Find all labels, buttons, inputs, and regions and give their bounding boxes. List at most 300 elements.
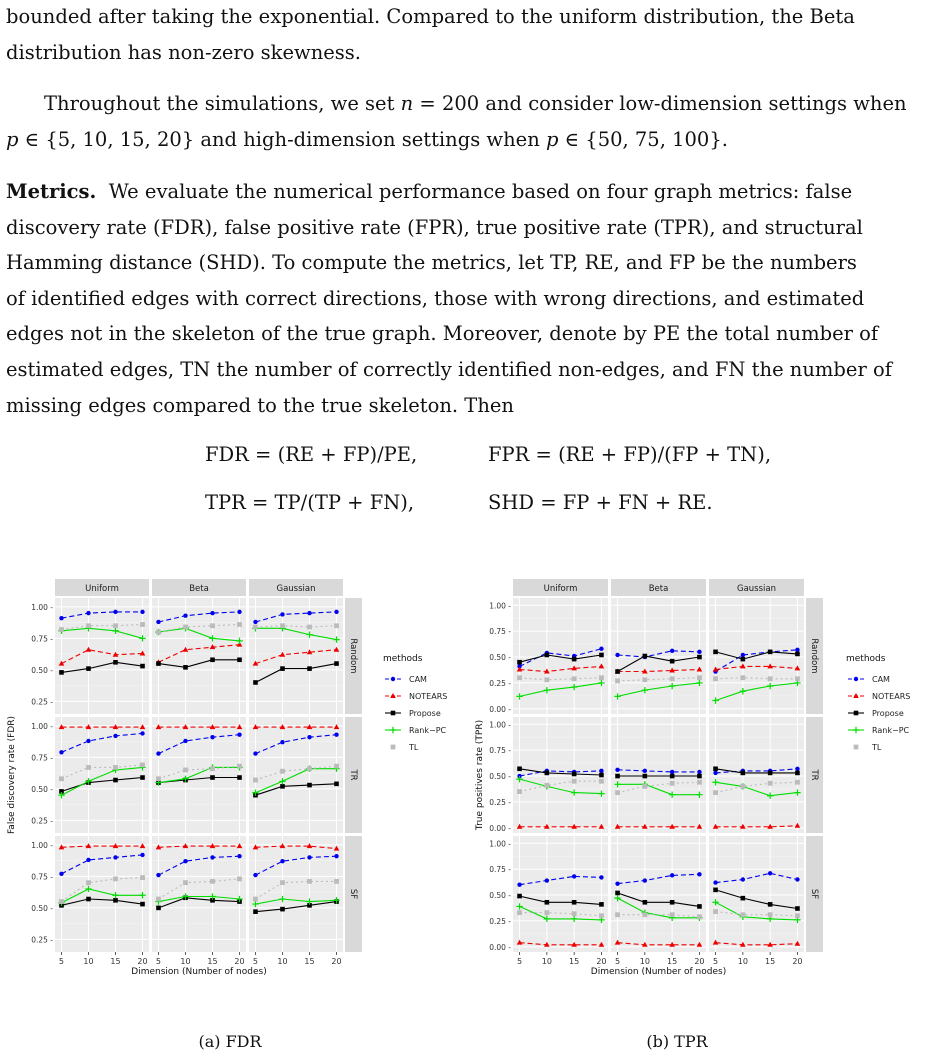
point-rank-pc	[390, 727, 396, 733]
point-propose	[113, 898, 118, 903]
point-tl	[210, 623, 215, 628]
point-cam	[615, 768, 619, 772]
point-tl	[334, 623, 339, 628]
text-line	[6, 174, 928, 210]
point-cam	[113, 610, 117, 614]
text-line: Hamming distance (SHD). To compute the metrics, let TP, RE, and FP be the numbers	[6, 251, 857, 275]
facet-label: Gaussian	[737, 584, 776, 594]
point-cam	[670, 873, 674, 877]
panel	[152, 598, 246, 714]
point-propose	[670, 774, 675, 779]
point-propose	[768, 902, 773, 907]
y-tick-label: 0.25 -	[489, 797, 511, 807]
point-tl	[697, 914, 702, 919]
point-tl	[615, 790, 620, 795]
point-tl	[670, 676, 675, 681]
legend-label: TL	[409, 743, 419, 752]
point-propose	[741, 896, 746, 901]
panel-bg	[709, 717, 804, 833]
point-tl	[642, 784, 647, 789]
panel-bg	[55, 598, 149, 714]
point-propose	[768, 650, 773, 655]
equation-fdr: FDR = (RE + FP)/PE,	[205, 443, 418, 466]
legend-title: methods	[383, 654, 423, 664]
legend-label: NOTEARS	[872, 692, 911, 701]
y-tick-label: 0.50 -	[31, 903, 53, 913]
point-propose	[156, 661, 161, 666]
y-tick-label: 0.25 -	[489, 678, 511, 688]
panel	[152, 717, 246, 833]
panel	[709, 836, 804, 952]
point-propose	[599, 653, 604, 658]
facet-label: Random	[348, 638, 358, 674]
point-tl	[713, 909, 718, 914]
text-line: edges not in the skeleton of the true graph. Moreover, denote by PE the total number of	[6, 322, 879, 346]
y-tick-label: 0.75 -	[489, 746, 511, 756]
point-cam	[253, 751, 257, 755]
point-tl	[670, 781, 675, 786]
y-tick-label: 0.75 -	[31, 753, 53, 763]
point-propose	[140, 775, 145, 780]
point-tl	[59, 899, 64, 904]
point-propose	[670, 900, 675, 905]
fdr-chart	[0, 562, 468, 1002]
y-tick-label: 0.25 -	[31, 816, 53, 826]
point-tl	[307, 879, 312, 884]
point-propose	[795, 906, 800, 911]
legend-label: CAM	[409, 675, 427, 684]
y-tick-label: 0.00 -	[489, 823, 511, 833]
text-line	[6, 86, 928, 122]
text-line: of identified edges with correct directions, those with wrong directions, and estimated	[6, 286, 865, 310]
panel	[709, 717, 804, 833]
panel-bg	[709, 836, 804, 952]
point-propose	[741, 657, 746, 662]
math-var: n	[400, 92, 414, 115]
point-cam	[86, 739, 90, 743]
point-cam	[59, 872, 63, 876]
point-cam	[237, 732, 241, 736]
point-propose	[713, 888, 718, 893]
point-tl	[572, 779, 577, 784]
caption-b: (b) TPR	[646, 1032, 708, 1051]
point-tl	[768, 781, 773, 786]
facet-label: SF	[348, 888, 358, 900]
panel-bg	[152, 717, 246, 833]
point-tl	[113, 623, 118, 628]
x-axis-title: Dimension (Number of nodes)	[131, 967, 267, 977]
text-line: distribution has non-zero skewness.	[6, 40, 362, 64]
point-cam	[517, 882, 521, 886]
point-propose	[517, 766, 522, 771]
panel-bg	[249, 836, 343, 952]
point-cam	[237, 854, 241, 858]
y-tick-label: 0.50 -	[31, 784, 53, 794]
point-tl	[280, 880, 285, 885]
point-propose	[713, 766, 718, 771]
y-tick-label: 1.00 -	[489, 839, 511, 849]
point-propose	[572, 657, 577, 662]
point-cam	[156, 873, 160, 877]
point-tl	[156, 897, 161, 902]
legend-label: Propose	[409, 709, 441, 718]
legend-label: NOTEARS	[409, 692, 448, 701]
point-cam	[280, 859, 284, 863]
caption-a: (a) FDR	[198, 1032, 262, 1051]
point-propose	[599, 902, 604, 907]
point-cam	[768, 871, 772, 875]
point-cam	[140, 731, 144, 735]
y-tick-label: 0.25 -	[31, 697, 53, 707]
x-tick-label: 10	[180, 957, 191, 966]
x-tick-label: 10	[737, 957, 748, 966]
panel-bg	[152, 598, 246, 714]
point-tl	[615, 678, 620, 683]
point-cam	[59, 616, 63, 620]
point-propose	[854, 711, 859, 716]
point-propose	[517, 660, 522, 665]
point-cam	[210, 855, 214, 859]
point-propose	[545, 771, 550, 776]
point-propose	[210, 775, 215, 780]
x-tick-label: 15	[110, 957, 121, 966]
point-cam	[615, 881, 619, 885]
x-tick-label: 5	[155, 957, 162, 966]
point-tl	[795, 676, 800, 681]
point-cam	[307, 855, 311, 859]
point-tl	[599, 779, 604, 784]
facet-label: Beta	[189, 584, 209, 594]
legend-label: CAM	[872, 675, 890, 684]
y-tick-label: 0.50 -	[489, 891, 511, 901]
y-tick-label: 0.25 -	[489, 916, 511, 926]
facet-label: TR	[348, 769, 358, 781]
text-line: discovery rate (FDR), false positive rate (FPR), true positive rate (TPR), and structural	[6, 215, 863, 239]
point-tl	[307, 625, 312, 630]
paragraph-2	[6, 86, 928, 157]
panel-bg	[152, 836, 246, 952]
x-tick-label: 20	[331, 957, 342, 966]
equation-fpr: FPR = (RE + FP)/(FP + TN),	[488, 443, 772, 466]
point-tl	[334, 879, 339, 884]
point-propose	[795, 652, 800, 657]
panel	[55, 836, 149, 952]
panel	[513, 717, 608, 833]
point-propose	[795, 771, 800, 776]
point-cam	[713, 880, 717, 884]
x-tick-label: 10	[541, 957, 552, 966]
point-tl	[517, 789, 522, 794]
point-tl	[795, 780, 800, 785]
equation-tpr: TPR = TP/(TP + FN),	[205, 491, 415, 514]
x-tick-label: 15	[667, 957, 678, 966]
y-tick-label: 0.00 -	[489, 704, 511, 714]
x-axis-title: Dimension (Number of nodes)	[590, 967, 727, 977]
legend-label: Propose	[872, 709, 904, 718]
point-propose	[280, 907, 285, 912]
point-tl	[210, 879, 215, 884]
point-tl	[517, 675, 522, 680]
point-cam	[599, 769, 603, 773]
point-propose	[280, 784, 285, 789]
point-tl	[183, 768, 188, 773]
point-cam	[334, 854, 338, 858]
panel	[513, 836, 608, 952]
point-propose	[253, 909, 258, 914]
panel	[249, 598, 343, 714]
point-propose	[643, 900, 648, 905]
point-tl	[113, 765, 118, 770]
panel-bg	[249, 598, 343, 714]
point-cam	[670, 770, 674, 774]
point-propose	[517, 894, 522, 899]
point-cam	[280, 740, 284, 744]
panel-bg	[513, 836, 608, 952]
facet-label: Random	[809, 638, 819, 674]
point-cam	[713, 771, 717, 775]
point-propose	[280, 666, 285, 671]
point-tl	[334, 764, 339, 769]
y-axis-title: False discovery rate (FDR)	[7, 715, 17, 835]
y-axis-title: True positives rate (TPR)	[475, 719, 485, 831]
point-propose	[334, 661, 339, 666]
panel	[611, 836, 706, 952]
point-tl	[156, 630, 161, 635]
point-cam	[253, 620, 257, 624]
point-propose	[334, 782, 339, 787]
facet-label: Uniform	[85, 584, 119, 594]
equation-shd: SHD = FP + FN + RE.	[488, 491, 713, 514]
paragraph-metrics	[6, 174, 928, 423]
panel	[55, 717, 149, 833]
point-tl	[697, 675, 702, 680]
point-tl	[210, 766, 215, 771]
point-tl	[140, 622, 145, 627]
text-run: Throughout the simulations, we set	[44, 92, 401, 115]
point-tl	[768, 676, 773, 681]
y-tick-label: 1.00 -	[31, 721, 53, 731]
x-tick-label: 5	[252, 957, 259, 966]
point-tl	[642, 912, 647, 917]
point-propose	[59, 670, 64, 675]
point-cam	[545, 878, 549, 882]
point-propose	[210, 657, 215, 662]
panel	[513, 598, 608, 714]
point-tl	[854, 745, 859, 750]
point-tl	[237, 876, 242, 881]
point-cam	[643, 769, 647, 773]
x-tick-label: 5	[615, 957, 621, 966]
point-tl	[713, 676, 718, 681]
point-propose	[545, 653, 550, 658]
point-tl	[59, 627, 64, 632]
point-cam	[741, 877, 745, 881]
point-tl	[59, 776, 64, 781]
point-propose	[86, 897, 91, 902]
text-line: missing edges compared to the true skeleton. Then	[6, 393, 514, 417]
point-cam	[697, 770, 701, 774]
panel-bg	[611, 598, 706, 714]
facet-label: Beta	[648, 584, 669, 594]
point-propose	[113, 660, 118, 665]
point-tl	[156, 776, 161, 781]
x-tick-label: 5	[58, 957, 65, 966]
point-cam	[183, 859, 187, 863]
point-tl	[599, 913, 604, 918]
point-propose	[713, 650, 718, 655]
point-cam	[334, 732, 338, 736]
math-var: p	[545, 127, 559, 151]
point-propose	[615, 669, 620, 674]
y-tick-label: 0.25 -	[31, 935, 53, 945]
point-tl	[740, 912, 745, 917]
point-propose	[307, 783, 312, 788]
point-tl	[517, 910, 522, 915]
point-tl	[253, 897, 258, 902]
point-propose	[183, 665, 188, 670]
point-tl	[140, 875, 145, 880]
point-tl	[713, 790, 718, 795]
point-tl	[740, 784, 745, 789]
point-propose	[599, 773, 604, 778]
x-tick-label: 15	[207, 957, 218, 966]
point-propose	[156, 906, 161, 911]
text-line	[6, 122, 928, 158]
point-tl	[697, 780, 702, 785]
y-tick-label: 0.75 -	[31, 634, 53, 644]
point-tl	[599, 675, 604, 680]
point-propose	[237, 657, 242, 662]
y-tick-label: 0.75 -	[31, 872, 53, 882]
point-cam	[572, 874, 576, 878]
y-tick-label: 0.75 -	[489, 627, 511, 637]
text-line: bounded after taking the exponential. Compared to the uniform distribution, the Beta	[6, 5, 855, 28]
point-tl	[86, 880, 91, 885]
x-tick-label: 20	[596, 957, 607, 966]
point-cam	[334, 610, 338, 614]
facet-label: Uniform	[543, 584, 578, 594]
point-tl	[253, 778, 258, 783]
point-rank-pc	[853, 727, 859, 733]
point-cam	[156, 751, 160, 755]
y-tick-label: 1.00 -	[489, 720, 511, 730]
point-tl	[307, 766, 312, 771]
x-tick-label: 15	[765, 957, 776, 966]
x-tick-label: 15	[304, 957, 315, 966]
point-propose	[643, 654, 648, 659]
point-cam	[615, 653, 619, 657]
point-cam	[697, 650, 701, 654]
x-tick-label: 10	[277, 957, 288, 966]
x-tick-label: 10	[639, 957, 650, 966]
point-propose	[140, 664, 145, 669]
y-tick-label: 1.00 -	[31, 840, 53, 850]
point-tl	[86, 623, 91, 628]
point-propose	[391, 711, 396, 716]
point-cam	[113, 855, 117, 859]
point-tl	[768, 912, 773, 917]
point-cam	[140, 853, 144, 857]
point-cam	[795, 877, 799, 881]
x-tick-label: 20	[137, 957, 148, 966]
point-cam	[391, 677, 395, 681]
panel	[55, 598, 149, 714]
y-tick-label: 1.00 -	[489, 601, 511, 611]
figure-fdr	[0, 562, 468, 1002]
point-tl	[183, 625, 188, 630]
point-tl	[795, 913, 800, 918]
y-tick-label: 0.50 -	[489, 772, 511, 782]
point-propose	[572, 900, 577, 905]
point-cam	[253, 873, 257, 877]
tpr-chart	[468, 562, 936, 1002]
legend-label: TL	[872, 743, 882, 752]
figure-tpr	[468, 562, 936, 1002]
point-cam	[59, 750, 63, 754]
point-cam	[795, 767, 799, 771]
point-cam	[697, 872, 701, 876]
point-propose	[615, 891, 620, 896]
x-tick-label: 5	[517, 957, 523, 966]
point-tl	[113, 876, 118, 881]
panel	[611, 598, 706, 714]
point-tl	[253, 625, 258, 630]
point-propose	[615, 774, 620, 779]
point-cam	[156, 620, 160, 624]
point-cam	[86, 611, 90, 615]
point-tl	[544, 677, 549, 682]
point-cam	[237, 610, 241, 614]
point-cam	[140, 610, 144, 614]
metrics-heading: Metrics.	[6, 180, 97, 203]
point-propose	[572, 772, 577, 777]
point-propose	[768, 771, 773, 776]
point-tl	[391, 745, 396, 750]
point-cam	[280, 612, 284, 616]
point-propose	[697, 904, 702, 909]
point-tl	[280, 769, 285, 774]
x-tick-label: 20	[234, 957, 245, 966]
x-tick-label: 5	[713, 957, 719, 966]
point-tl	[237, 622, 242, 627]
text-run: = 200 and consider low-dimension settings when	[413, 92, 907, 115]
point-propose	[670, 659, 675, 664]
point-propose	[237, 775, 242, 780]
point-tl	[280, 623, 285, 628]
panel	[152, 836, 246, 952]
x-tick-label: 10	[83, 957, 94, 966]
panel	[709, 598, 804, 714]
panel-bg	[611, 717, 706, 833]
legend-label: Rank−PC	[872, 726, 910, 735]
point-cam	[670, 649, 674, 653]
point-tl	[140, 763, 145, 768]
point-cam	[307, 735, 311, 739]
point-tl	[670, 912, 675, 917]
point-tl	[86, 765, 91, 770]
point-tl	[740, 675, 745, 680]
point-tl	[572, 676, 577, 681]
panel	[249, 717, 343, 833]
point-tl	[544, 783, 549, 788]
point-tl	[183, 880, 188, 885]
y-tick-label: 0.50 -	[489, 653, 511, 663]
point-propose	[741, 771, 746, 776]
point-cam	[210, 611, 214, 615]
point-tl	[615, 912, 620, 917]
point-tl	[544, 910, 549, 915]
point-cam	[210, 735, 214, 739]
